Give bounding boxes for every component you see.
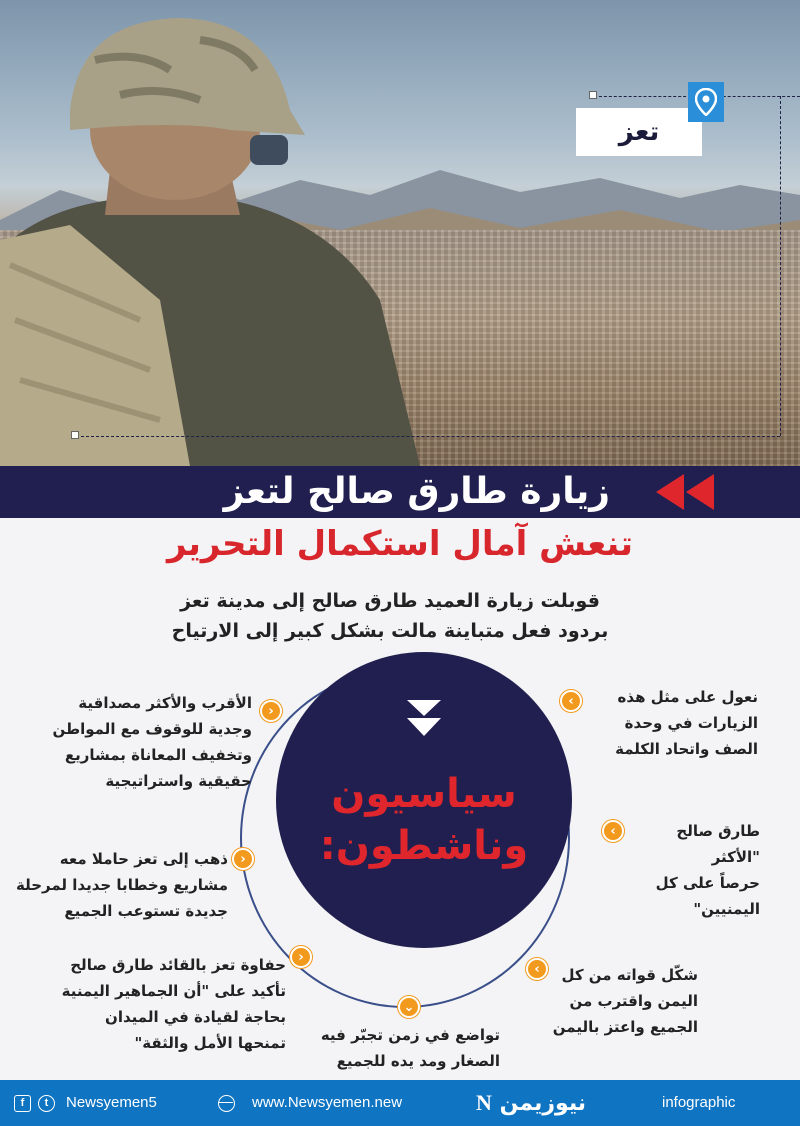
bullet-line: مشاريع وخطابا جديدا لمرحلة [16, 876, 228, 894]
bullet-line: الأقرب والأكثر مصداقية [78, 694, 252, 712]
bullet-line: شكّل قواته من كل [561, 966, 698, 984]
intro-line: بردود فعل متباينة مالت بشكل كبير إلى الارتياح [171, 620, 609, 642]
brand-logo [476, 1080, 586, 1126]
selection-handle-bottom [71, 431, 79, 439]
bullet-left-2 [6, 846, 228, 924]
twitter-icon[interactable]: t [38, 1095, 55, 1112]
location-text: تعز [618, 117, 660, 147]
bullet-line: تواضع في زمن تجبّر فيه [320, 1026, 500, 1044]
bullet-line: طارق صالح "الأكثر [676, 822, 760, 866]
bullet-left-3 [10, 952, 286, 1056]
main-title: زيارة طارق صالح لتعز [223, 471, 610, 512]
chevron-icon: › [260, 700, 282, 722]
intro-text [150, 586, 630, 646]
intro-line: قوبلت زيارة العميد طارق صالح إلى مدينة تعز [180, 590, 600, 612]
bullet-line: بحاجة لقيادة في الميدان [105, 1008, 286, 1026]
bullet-line: الزيارات في وحدة [624, 714, 758, 732]
bullet-line: الجميع واعتز باليمن [552, 1018, 698, 1036]
hero-photo [0, 0, 800, 466]
bullet-line: نعول على مثل هذه [617, 688, 758, 706]
bullet-right-3 [548, 962, 698, 1040]
website-link[interactable]: www.Newsyemen.new [252, 1094, 403, 1111]
bullet-left-1 [10, 690, 252, 794]
bullet-bottom [310, 1022, 500, 1074]
bullet-line: تأكيد على "أن الجماهير اليمنية [61, 982, 286, 1000]
bullet-line: حقيقية واستراتيجية [105, 772, 252, 790]
globe-icon [218, 1095, 235, 1112]
chevron-icon: › [290, 946, 312, 968]
bullet-line: ذهب إلى تعز حاملا معه [59, 850, 228, 868]
bullet-line: وتخفيف المعاناة بمشاريع [64, 746, 252, 764]
bullet-line: الصغار ومد يده للجميع [336, 1052, 500, 1070]
footer [0, 1080, 800, 1126]
bullet-line: الصف واتحاد الكلمة [615, 740, 758, 758]
bullet-line: وجدية للوقوف مع المواطن [52, 720, 252, 738]
chevron-icon: ‹ [560, 690, 582, 712]
selection-handle-top [589, 91, 597, 99]
bullet-line: تمنحها الأمل والثقة" [134, 1034, 286, 1052]
guide-line-right [780, 96, 781, 436]
guide-line-bottom [76, 436, 780, 437]
location-pin-icon [695, 88, 717, 116]
bullet-line: حفاوة تعز بالقائد طارق صالح [70, 956, 286, 974]
infographic-tag: infographic [662, 1094, 736, 1111]
bullet-line: اليمنيين" [693, 900, 760, 918]
center-heading [276, 768, 572, 872]
bullet-line: اليمن واقترب من [569, 992, 698, 1010]
brand-mark: N [476, 1090, 492, 1115]
bullet-line: حرصاً على كل [655, 874, 760, 892]
location-label [576, 108, 702, 156]
bullet-right-2 [630, 818, 760, 922]
center-line-1: سياسيون [331, 771, 517, 817]
brand-name: نيوزيمن [499, 1091, 587, 1116]
bullet-line: جديدة تستوعب الجميع [64, 902, 228, 920]
location-pin-box [688, 82, 724, 122]
double-chevron-down-icon [405, 698, 443, 738]
rewind-icon [654, 472, 716, 512]
person-silhouette [0, 0, 420, 466]
facebook-icon[interactable]: f [14, 1095, 31, 1112]
chevron-icon: ‹ [602, 820, 624, 842]
social-handle[interactable]: Newsyemen5 [66, 1094, 157, 1111]
center-line-2: وناشطون: [319, 823, 529, 869]
bullet-right-1 [598, 684, 758, 762]
subtitle: تنعش آمال استكمال التحرير [166, 524, 634, 564]
chevron-icon: › [232, 848, 254, 870]
chevron-icon: ‹ [526, 958, 548, 980]
chevron-icon: ⌄ [398, 996, 420, 1018]
